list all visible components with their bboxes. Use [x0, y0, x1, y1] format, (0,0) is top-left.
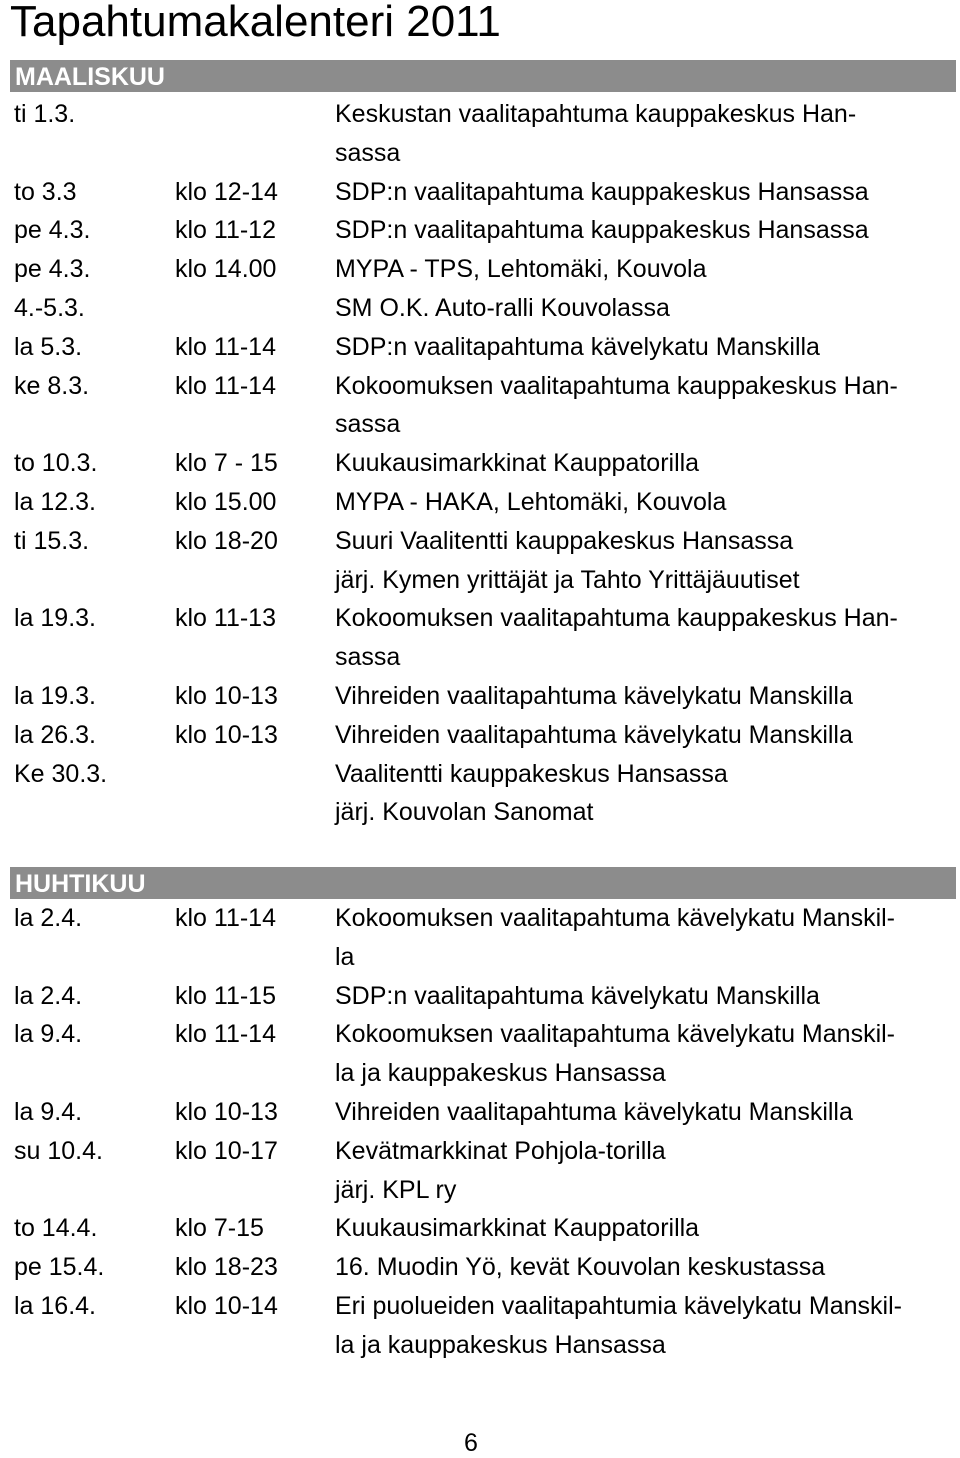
event-date: pe 4.3.	[14, 216, 91, 245]
event-description-line: la ja kauppakeskus Hansassa	[335, 1059, 666, 1088]
event-description-line: Keskustan vaalitapahtuma kauppakeskus Han-	[335, 100, 857, 128]
event-time: klo 10-17	[175, 1136, 278, 1165]
event-description	[335, 211, 950, 250]
event-date: la 9.4.	[14, 1097, 83, 1126]
event-date: ti 15.3.	[14, 526, 90, 555]
event-description	[335, 444, 950, 483]
event-row	[10, 755, 956, 833]
event-description	[335, 899, 950, 977]
event-description	[335, 716, 950, 755]
event-description-line: SDP:n vaalitapahtuma kauppakeskus Hansassa	[335, 177, 869, 206]
event-description-line: Eri puolueiden vaalitapahtumia kävelykatu Manskil-	[335, 1291, 902, 1320]
event-description	[335, 1015, 950, 1093]
event-time: klo 11-13	[175, 604, 276, 633]
event-description-line: sassa	[335, 410, 401, 439]
event-description-line: SDP:n vaalitapahtuma kävelykatu Manskilla	[335, 332, 820, 361]
event-date: su 10.4.	[14, 1136, 103, 1165]
event-date: Ke 30.3.	[14, 759, 108, 788]
event-description	[335, 289, 950, 328]
event-description-line: SDP:n vaalitapahtuma kävelykatu Manskilla	[335, 981, 820, 1010]
event-description	[335, 1132, 950, 1210]
event-description	[335, 173, 950, 212]
event-row	[10, 250, 956, 289]
event-row	[10, 716, 956, 755]
event-description-line: 16. Muodin Yö, kevät Kouvolan keskustassa	[335, 1253, 826, 1282]
event-row	[10, 367, 956, 445]
event-row	[10, 328, 956, 367]
event-description-line: järj. Kouvolan Sanomat	[335, 798, 594, 827]
event-row	[10, 677, 956, 716]
event-date: la 9.4.	[14, 1020, 83, 1049]
event-row	[10, 1015, 956, 1093]
event-description-line: Kokoomuksen vaalitapahtuma kauppakeskus Han-	[335, 371, 898, 400]
event-row	[10, 289, 956, 328]
event-description-line: Vaalitentti kauppakeskus Hansassa	[335, 759, 728, 788]
event-time: klo 12-14	[175, 177, 278, 206]
event-time: klo 15.00	[175, 487, 277, 516]
event-time: klo 11-14	[175, 904, 276, 932]
event-description-line: sassa	[335, 643, 401, 672]
event-row	[10, 522, 956, 600]
event-description-line: Kokoomuksen vaalitapahtuma kävelykatu Manskil-	[335, 904, 895, 932]
event-description	[335, 483, 950, 522]
event-row	[10, 1093, 956, 1132]
event-description	[335, 1248, 950, 1287]
event-row	[10, 977, 956, 1016]
event-list	[10, 899, 956, 1365]
event-description-line: la	[335, 942, 355, 971]
event-description-line: Kuukausimarkkinat Kauppatorilla	[335, 1214, 700, 1243]
event-description-line: MYPA - TPS, Lehtomäki, Kouvola	[335, 255, 707, 284]
event-description	[335, 1287, 950, 1365]
event-description	[335, 977, 950, 1016]
event-description-line: järj. KPL ry	[335, 1175, 457, 1204]
event-description-line: MYPA - HAKA, Lehtomäki, Kouvola	[335, 487, 727, 516]
event-row	[10, 483, 956, 522]
event-description	[335, 1093, 950, 1132]
event-description	[335, 1209, 950, 1248]
event-date: to 3.3	[14, 177, 77, 206]
event-date: la 16.4.	[14, 1291, 97, 1320]
event-time: klo 10-13	[175, 720, 278, 749]
event-time: klo 10-13	[175, 681, 278, 710]
event-date: pe 4.3.	[14, 255, 91, 284]
event-description-line: sassa	[335, 138, 401, 167]
event-time: klo 7-15	[175, 1214, 264, 1243]
event-date: la 2.4.	[14, 904, 83, 932]
event-date: 4.-5.3.	[14, 293, 85, 322]
section-march	[10, 60, 956, 832]
section-header: MAALISKUU	[10, 60, 956, 92]
event-description-line: Kevätmarkkinat Pohjola-torilla	[335, 1136, 666, 1165]
event-date: la 2.4.	[14, 981, 83, 1010]
event-description-line: Vihreiden vaalitapahtuma kävelykatu Manskilla	[335, 1097, 853, 1126]
section-header: HUHTIKUU	[10, 867, 956, 899]
event-description	[335, 328, 950, 367]
event-date: la 5.3.	[14, 332, 83, 361]
event-description-line: Kokoomuksen vaalitapahtuma kävelykatu Manskil-	[335, 1020, 895, 1049]
event-time: klo 10-13	[175, 1097, 278, 1126]
event-description	[335, 599, 950, 677]
event-date: ti 1.3.	[14, 100, 76, 128]
event-date: la 19.3.	[14, 681, 97, 710]
event-row	[10, 95, 956, 173]
event-row	[10, 1209, 956, 1248]
event-time: klo 18-23	[175, 1253, 278, 1282]
event-time: klo 11-14	[175, 371, 276, 400]
event-description-line: SDP:n vaalitapahtuma kauppakeskus Hansassa	[335, 216, 869, 245]
page-number: 6	[464, 1429, 478, 1457]
event-row	[10, 1287, 956, 1365]
event-time: klo 11-15	[175, 981, 276, 1010]
event-row	[10, 599, 956, 677]
event-date: to 14.4.	[14, 1214, 98, 1243]
event-time: klo 10-14	[175, 1291, 278, 1320]
event-row	[10, 899, 956, 977]
section-april	[10, 867, 956, 1365]
event-description	[335, 677, 950, 716]
event-description	[335, 250, 950, 289]
event-description-line: la ja kauppakeskus Hansassa	[335, 1330, 666, 1359]
event-row	[10, 211, 956, 250]
event-description	[335, 367, 950, 445]
page-title: Tapahtumakalenteri 2011	[10, 0, 501, 46]
event-description	[335, 95, 950, 173]
event-date: la 19.3.	[14, 604, 97, 633]
event-row	[10, 444, 956, 483]
event-description-line: Vihreiden vaalitapahtuma kävelykatu Manskilla	[335, 681, 853, 710]
event-date: la 12.3.	[14, 487, 97, 516]
event-date: ke 8.3.	[14, 371, 90, 400]
event-description-line: järj. Kymen yrittäjät ja Tahto Yrittäjäuutiset	[335, 565, 800, 594]
event-time: klo 7 - 15	[175, 449, 278, 478]
event-time: klo 11-14	[175, 1020, 276, 1049]
event-list	[10, 92, 956, 832]
event-time: klo 18-20	[175, 526, 278, 555]
event-description	[335, 755, 950, 833]
event-description-line: Vihreiden vaalitapahtuma kävelykatu Manskilla	[335, 720, 853, 749]
event-date: pe 15.4.	[14, 1253, 105, 1282]
event-description	[335, 522, 950, 600]
event-description-line: SM O.K. Auto-ralli Kouvolassa	[335, 293, 670, 322]
event-time: klo 11-12	[175, 216, 276, 245]
event-description-line: Suuri Vaalitentti kauppakeskus Hansassa	[335, 526, 794, 555]
event-description-line: Kokoomuksen vaalitapahtuma kauppakeskus Han-	[335, 604, 898, 633]
event-time: klo 14.00	[175, 255, 277, 284]
event-row	[10, 1248, 956, 1287]
event-row	[10, 173, 956, 212]
event-time: klo 11-14	[175, 332, 276, 361]
event-date: la 26.3.	[14, 720, 97, 749]
event-row	[10, 1132, 956, 1210]
event-date: to 10.3.	[14, 449, 98, 478]
event-description-line: Kuukausimarkkinat Kauppatorilla	[335, 449, 700, 478]
